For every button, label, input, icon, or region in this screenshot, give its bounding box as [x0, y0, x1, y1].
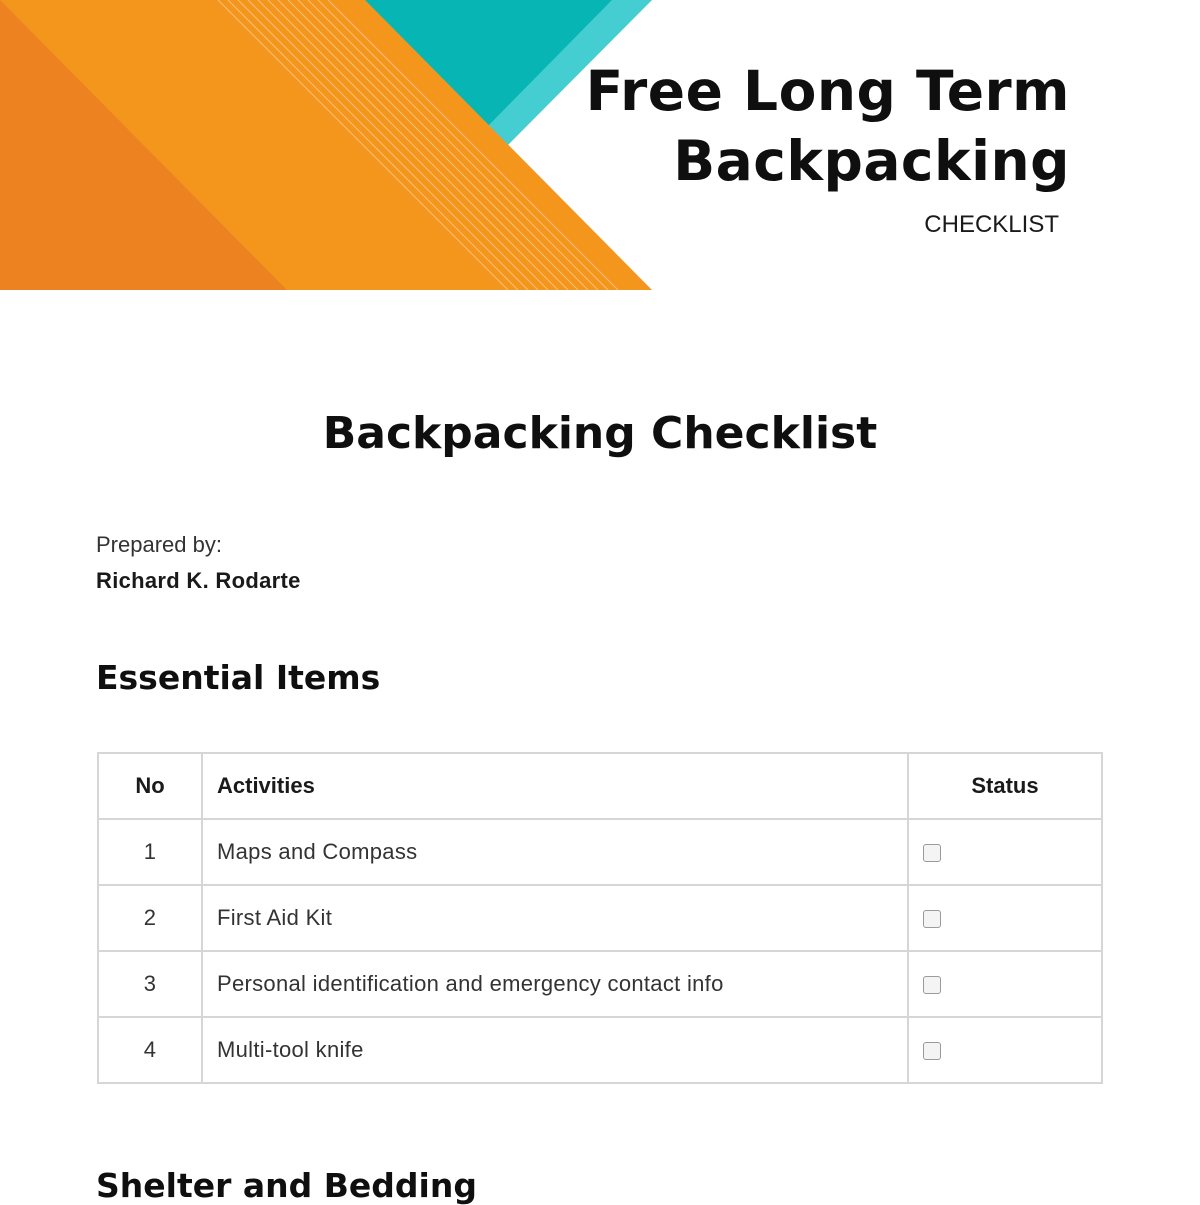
row-number: 4 — [98, 1017, 202, 1083]
checklist-heading: Backpacking Checklist — [322, 408, 878, 459]
table-row — [98, 819, 1102, 885]
row-number: 2 — [98, 885, 202, 951]
table-row — [98, 1017, 1102, 1083]
row-activity: First Aid Kit — [202, 885, 908, 951]
status-checkbox[interactable] — [923, 1042, 941, 1060]
row-status — [908, 1017, 1102, 1083]
table-row — [98, 951, 1102, 1017]
prepared-by-name: Richard K. Rodarte — [96, 568, 301, 593]
status-checkbox[interactable] — [923, 844, 941, 862]
table-row — [98, 885, 1102, 951]
row-status — [908, 951, 1102, 1017]
row-activity: Maps and Compass — [202, 819, 908, 885]
essential-items-heading: Essential Items — [96, 658, 381, 697]
title-line-2: Backpacking — [673, 129, 1070, 193]
status-checkbox[interactable] — [923, 910, 941, 928]
column-header-activities: Activities — [202, 753, 908, 819]
row-activity: Personal identification and emergency contact info — [202, 951, 908, 1017]
essential-items-table — [97, 752, 1103, 1084]
status-checkbox[interactable] — [923, 976, 941, 994]
document-title — [586, 56, 1070, 196]
row-number: 1 — [98, 819, 202, 885]
document-subtitle: CHECKLIST — [924, 211, 1059, 238]
row-number: 3 — [98, 951, 202, 1017]
table-header-row — [98, 753, 1102, 819]
prepared-by-label: Prepared by: — [96, 532, 222, 557]
row-activity: Multi-tool knife — [202, 1017, 908, 1083]
row-status — [908, 885, 1102, 951]
column-header-status: Status — [908, 753, 1102, 819]
title-line-1: Free Long Term — [585, 59, 1070, 123]
row-status — [908, 819, 1102, 885]
shelter-bedding-heading: Shelter and Bedding — [96, 1166, 477, 1205]
column-header-no: No — [98, 753, 202, 819]
